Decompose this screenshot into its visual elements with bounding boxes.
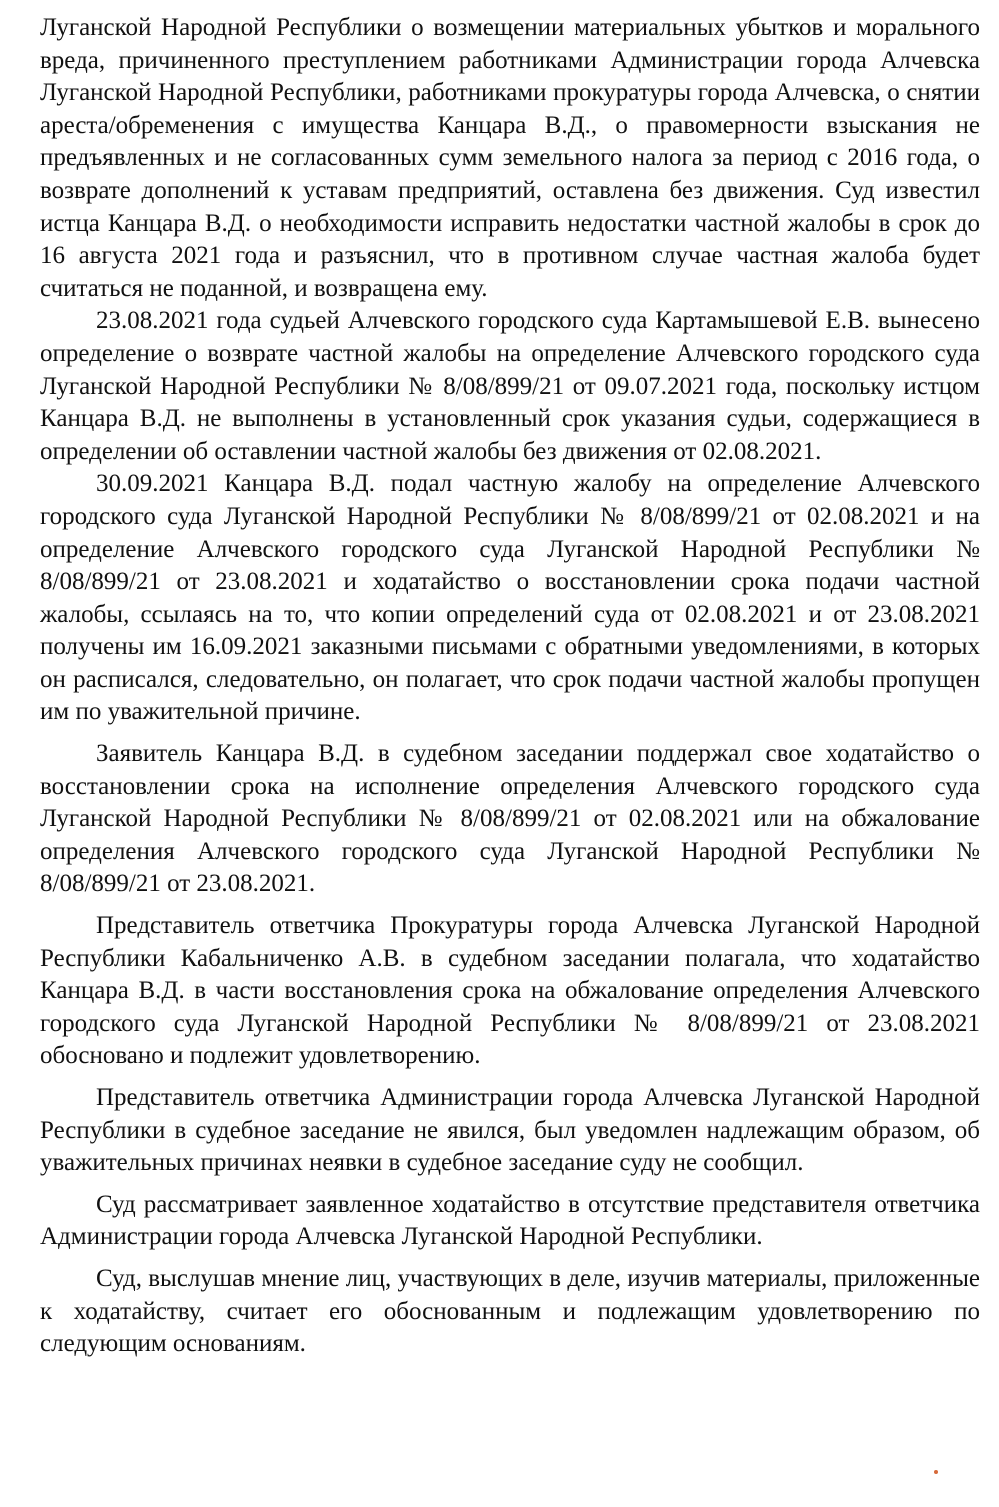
paragraph-applicant-position: Заявитель Канцара В.Д. в судебном заседании поддержал свое ходатайство о восстановлении срока на исполнение определения Алчевского городского суда Луганской Народной Республики № 8/08/899/21 от 02.08.2021 или на обжалование определения Алчевского городского суда Луганской Народной Республики № 8/08/899/21 от 23.08.2021. <box>40 740 980 898</box>
paragraph-court-decision-grounds: Суд, выслушав мнение лиц, участвующих в деле, изучив материалы, приложенные к ходатайству, считает его обоснованным и подлежащим удовлетворению по следующим основаниям. <box>40 1264 980 1358</box>
paragraph-prosecutor-position: Представитель ответчика Прокуратуры города Алчевска Луганской Народной Республики Кабальниченко А.В. в судебном заседании полагала, что ходатайство Канцара В.Д. в части восстановления срока на обжалование определения Алчевского городского суда Луганской Народной Республики № 8/08/899/21 от 23.08.2021 обосновано и подлежит удовлетворению. <box>40 912 980 1070</box>
paragraph-administration-absent: Представитель ответчика Администрации города Алчевска Луганской Народной Республики в судебное заседание не явился, был уведомлен надлежащим образом, об уважительных причинах неявки в судебное заседание суду не сообщил. <box>40 1084 980 1177</box>
paragraph-court-considers: Суд рассматривает заявленное ходатайство в отсутствие представителя ответчика Администрации города Алчевска Луганской Народной Республики. <box>40 1190 980 1251</box>
paragraph-return-of-complaint: 23.08.2021 года судьей Алчевского городского суда Картамышевой Е.В. вынесено определение о возврате частной жалобы на определение Алчевского городского суда Луганской Народной Республики № 8/08/899/21 от 09.07.2021 года, поскольку истцом Канцара В.Д. не выполнены в установленный срок указания судьи, содержащиеся в определении об оставлении частной жалобы без движения от 02.08.2021. <box>40 307 980 465</box>
paragraph-private-complaint-filed: 30.09.2021 Канцара В.Д. подал частную жалобу на определение Алчевского городского суда Луганской Народной Республики № 8/08/899/21 от 02.08.2021 и на определение Алчевского городского суда Луганской Народной Республики № 8/08/899/21 от 23.08.2021 и ходатайство о восстановлении срока подачи частной жалобы, ссылаясь на то, что копии определений суда от 02.08.2021 и от 23.08.2021 получены им 16.09.2021 заказными письмами с обратными уведомлениями, в которых он расписался, следовательно, он полагает, что срок подачи частной жалобы пропущен им по уважительной причине. <box>40 470 980 726</box>
document-body <box>40 12 980 1361</box>
paragraph-continuation: Луганской Народной Республики о возмещении материальных убытков и морального вреда, причиненного преступлением работниками Администрации города Алчевска Луганской Народной Республики, работниками прокуратуры города Алчевска, о снятии ареста/обременения с имущества Канцара В.Д., о правомерности взыскания не предъявленных и не согласованных сумм земельного налога за период с 2016 года, о возврате дополнений к уставам предприятий, оставлена без движения. Суд известил истца Канцара В.Д. о необходимости исправить недостатки частной жалобы в срок до 16 августа 2021 года и разъяснил, что в противном случае частная жалоба будет считаться не поданной, и возвращена ему. <box>40 14 980 302</box>
scan-mark <box>934 1470 938 1474</box>
